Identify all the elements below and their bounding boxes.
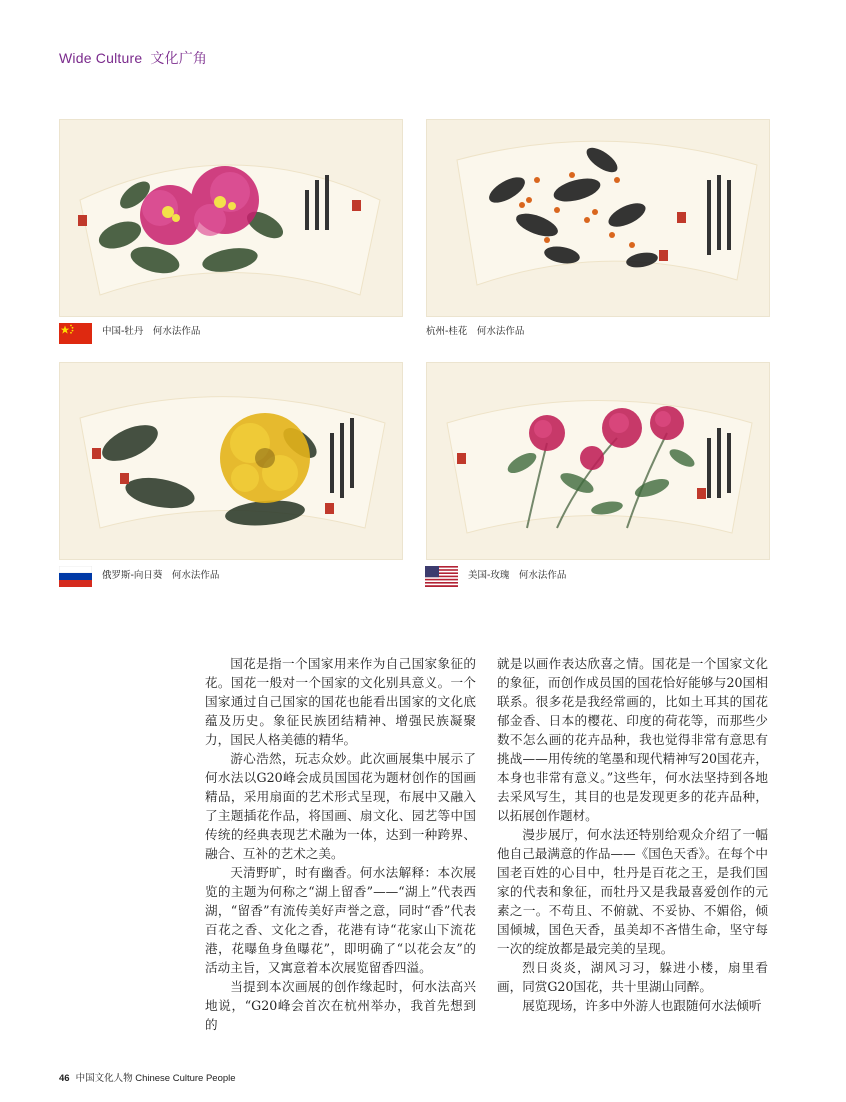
painting-rose bbox=[426, 362, 770, 560]
section-header bbox=[59, 48, 207, 68]
caption-rose: 美国-玫瑰 何水法作品 bbox=[468, 570, 567, 581]
caption-osmanthus: 杭州-桂花 何水法作品 bbox=[426, 326, 525, 337]
article-paragraph: 天清野旷，时有幽香。何水法解释：本次展览的主题为何称之“湖上留香”——“湖上”代表西湖，“留香”有流传美好声誉之意，同时“香”代表百花之香、文化之香，花港有诗“花家山下流花港，花曝鱼身鱼曝花”，即明确了“以花会友”的活动主旨，又寓意着本次展览留香四溢。 bbox=[205, 865, 476, 975]
article-paragraph: 展览现场，许多中外游人也跟随何水法倾听 bbox=[522, 998, 762, 1013]
section-header-zh: 文化广角 bbox=[150, 50, 208, 66]
article-paragraph: 国花是指一个国家用来作为自己国家象征的花。国花一般对一个国家的文化别具意义。一个国家通过自己国家的国花也能看出国家的文化底蕴及历史。象征民族团结精神、增强民族凝聚力，国民人格美德的精华。 bbox=[205, 656, 476, 747]
magazine-name: 中国文化人物 Chinese Culture People bbox=[75, 1073, 236, 1084]
page-number: 46 bbox=[59, 1073, 70, 1084]
caption-peony: 中国-牡丹 何水法作品 bbox=[102, 326, 201, 337]
article-paragraph: 游心浩然，玩志众妙。此次画展集中展示了何水法以G20峰会成员国国花为题材创作的国画精品，采用扇面的艺术形式呈现，布展中又融入了主题插花作品，将国画、扇文化、园艺等中国传统的经典表现艺术融为一体，达到一种跨界、融合、互补的艺术之美。 bbox=[205, 751, 476, 861]
painting-sunflower bbox=[59, 362, 403, 560]
painting-osmanthus bbox=[426, 119, 770, 317]
article-column-right bbox=[497, 654, 768, 1015]
china-flag-icon bbox=[59, 323, 92, 344]
russia-flag-icon bbox=[59, 566, 92, 587]
article-paragraph: 烈日炎炎，湖风习习，躲进小楼，扇里看画，同赏G20国花，共十里湖山同醉。 bbox=[497, 960, 768, 994]
article-paragraph: 漫步展厅，何水法还特别给观众介绍了一幅他自己最满意的作品——《国色天香》。在每个中国老百姓的心目中，牡丹是百花之王，是我们国家的代表和象征，而牡丹又是我最喜爱创作的元素之一。不苟且、不俯就、不妥协、不媚俗，倾国倾城，国色天香，虽美却不吝惜生命，坚守每一次的绽放都是最完美的呈现。 bbox=[497, 827, 768, 956]
painting-peony bbox=[59, 119, 403, 317]
page-footer bbox=[59, 1070, 236, 1084]
section-header-en: Wide Culture bbox=[59, 50, 143, 66]
article-paragraph: 就是以画作表达欣喜之情。国花是一个国家文化的象征，而创作成员国的国花恰好能够与20国相联系。很多花是我经常画的，比如土耳其的国花郁金香、日本的樱花、印度的荷花等，而那些少数不怎么画的花卉品种，我也觉得非常有意思有挑战——用传统的笔墨和现代精神写20国花卉，本身也非常有意义。”这些年，何水法坚持到各地去采风写生，其目的也是发现更多的花卉品种，以拓展创作题材。 bbox=[497, 656, 768, 823]
caption-sunflower: 俄罗斯-向日葵 何水法作品 bbox=[102, 570, 220, 581]
usa-flag-icon bbox=[425, 566, 458, 587]
article-paragraph: 当提到本次画展的创作缘起时，何水法高兴地说，“G20峰会首次在杭州举办，我首先想到的 bbox=[205, 979, 476, 1032]
article-column-left bbox=[205, 654, 476, 1034]
